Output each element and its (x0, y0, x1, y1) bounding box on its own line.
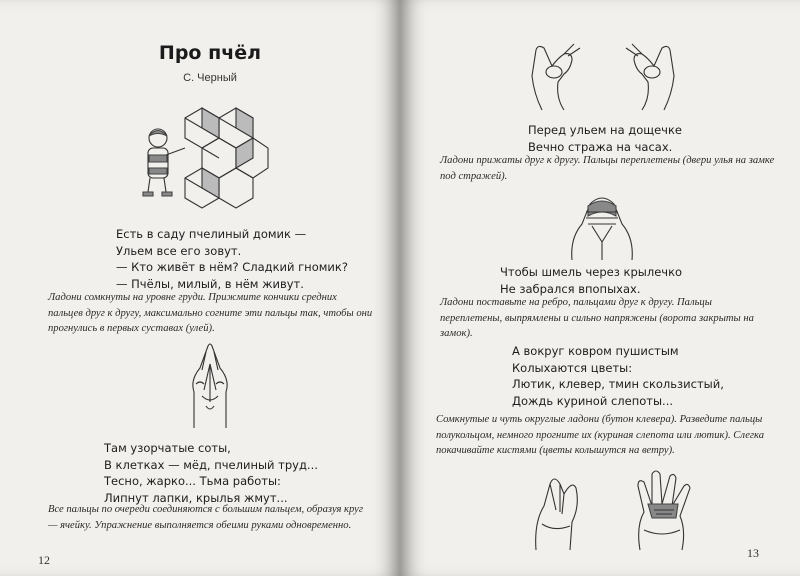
verse-stanza-2 (104, 440, 318, 506)
right-page (400, 0, 800, 576)
instruction-text-1: Ладони прижаты друг к другу. Пальцы переплетены (двери улья на замке под стражей). (440, 155, 775, 182)
instruction-text-2: Ладони поставьте на ребро, пальцами друг к другу. Пальцы переплетены, выпрямлены и сильно напряжены (ворота закрыты на замок). (440, 297, 754, 339)
page-number: 12 (38, 553, 50, 567)
verse-line: А вокруг ковром пушистым (512, 344, 679, 358)
verse-line: Липнут лапки, крылья жмут... (104, 490, 288, 505)
hive-hands-illustration (180, 340, 240, 430)
boy-honeycomb-illustration (140, 100, 270, 210)
instruction-text-2: Все пальцы по очереди соединяются с большим пальцем, образуя круг — ячейку. Упражнение выполняется обеими руками одновременно. (48, 504, 364, 531)
verse-line: Чтобы шмель через крылечко (500, 265, 683, 279)
verse-stanza-1 (116, 226, 348, 292)
verse-line: — Кто живёт в нём? Сладкий гномик? (116, 260, 348, 274)
ring-hands-illustration (528, 40, 678, 112)
verse-line: Тесно, жарко... Тьма работы: (104, 474, 281, 488)
verse-stanza-3 (512, 343, 724, 409)
verse-line: Не забрался впопыхах. (500, 281, 641, 296)
verse-line: Колыхаются цветы: (512, 360, 633, 375)
verse-line: Там узорчатые соты, (104, 441, 231, 455)
verse-line: Ульем все его зовут. (116, 243, 242, 258)
poem-title: Про пчёл (158, 42, 262, 64)
flower-hands-illustration (530, 466, 710, 552)
instruction-text-3: Сомкнутые и чуть округлые ладони (бутон клевера). Разведите пальцы полукольцом, немного прогните их (куриная слепота или лютик). Слегка покачивайте кистями (цветы колышутся на ветру). (436, 414, 765, 456)
verse-stanza-2 (500, 264, 682, 297)
verse-line: В клетках — мёд, пчелиный труд... (104, 457, 318, 472)
interlaced-hands-illustration (562, 190, 642, 262)
instruction-text-1: Ладони сомкнуты на уровне груди. Прижмите кончики средних пальцев друг к другу, максимально согните эти пальцы так, чтобы они прогнулись в первых суставах (улей). (48, 292, 373, 334)
verse-line: Есть в саду пчелиный домик — (116, 227, 307, 241)
page-number: 13 (747, 546, 759, 560)
verse-line: Вечно стража на часах. (528, 139, 673, 154)
poem-author: С. Черный (183, 72, 237, 84)
verse-line: Дождь куриной слепоты... (512, 393, 674, 408)
verse-line: Лютик, клевер, тмин скользистый, (512, 377, 724, 391)
verse-line: — Пчёлы, милый, в нём живут. (116, 276, 304, 291)
verse-stanza-1 (528, 122, 682, 155)
verse-line: Перед ульем на дощечке (528, 123, 682, 137)
